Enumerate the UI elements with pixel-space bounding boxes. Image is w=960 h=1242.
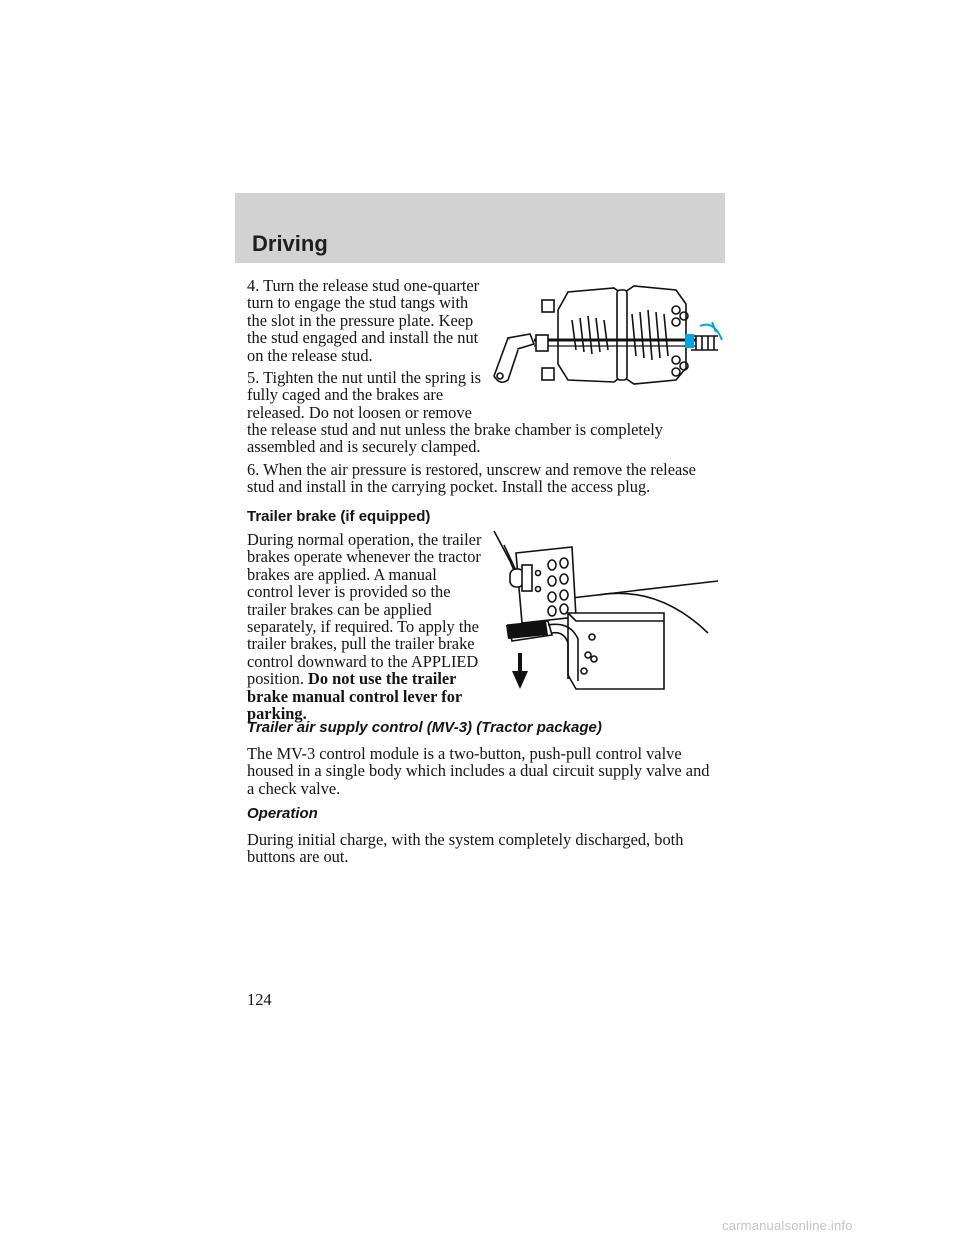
- mv3-heading: Trailer air supply control (MV-3) (Tractor package): [247, 719, 602, 736]
- brake-chamber-illustration: [486, 280, 726, 400]
- step-4-text: 4. Turn the release stud one-quarter turn to engage the stud tangs with the slot in the pressure plate. Keep the stud engaged and install the nut on the release stud.: [247, 276, 480, 365]
- trailer-brake-control-illustration: [488, 525, 722, 700]
- step-5-text: 5. Tighten the nut until the spring is fully caged and the brakes are released. Do not loosen or remove: [247, 368, 482, 422]
- page-number: 124: [247, 990, 272, 1009]
- trailer-brake-warning: Do not use the trailer brake manual control lever for parking.: [247, 669, 462, 724]
- section-header-band: [235, 193, 725, 263]
- section-title: Driving: [252, 231, 328, 256]
- step-5-continuation: the release stud and nut unless the brake chamber is completely assembled and is securely clamped.: [247, 420, 664, 457]
- step-6-text: 6. When the air pressure is restored, unscrew and remove the release stud and install in the carrying pocket. Install the access plug.: [247, 460, 696, 497]
- trailer-brake-heading: Trailer brake (if equipped): [247, 508, 431, 525]
- operation-text: During initial charge, with the system completely discharged, both buttons are out.: [247, 830, 684, 867]
- watermark: carmanualsonline.info: [722, 1218, 853, 1233]
- mv3-text: The MV-3 control module is a two-button, push-pull control valve housed in a single body which includes a dual circuit supply valve and a check valve.: [247, 744, 710, 798]
- trailer-brake-text: During normal operation, the trailer brakes operate whenever the tractor brakes are applied. A manual control lever is provided so the trailer brakes can be applied separately, if required. To apply the trailer brakes, pull the trailer brake control downward to the APPLIED position. Do not use the trailer brake manual control lever for parking.: [247, 530, 482, 724]
- operation-heading: Operation: [247, 805, 318, 822]
